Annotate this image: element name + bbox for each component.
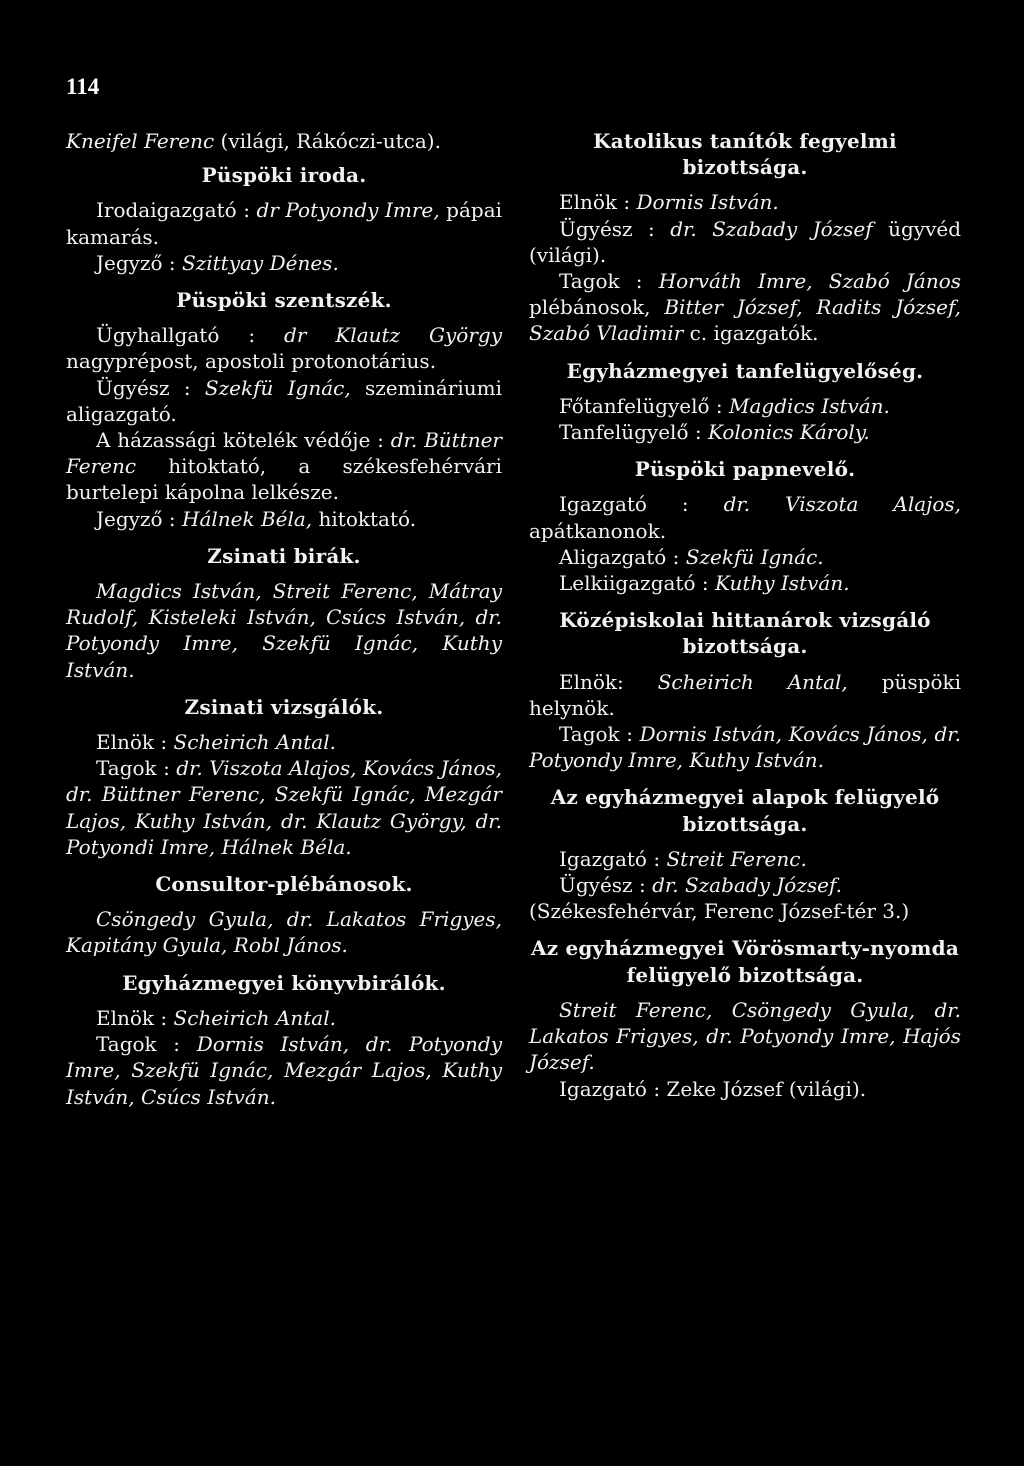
name: Scheirich Antal, — [657, 669, 848, 694]
fotanfelugyelo-entry — [529, 393, 961, 419]
fb-ugyesz-entry — [529, 216, 961, 268]
label: Ügyész : — [559, 216, 655, 241]
label: Irodaigazgató : — [96, 198, 250, 223]
text: plébánosok, — [529, 295, 651, 320]
page-number: 114 — [66, 74, 100, 99]
text: (világi, Rákóczi-utca). — [220, 129, 441, 153]
label: Jegyző : — [96, 506, 176, 531]
names: Csöngedy Gyula, dr. Lakatos Frigyes, Kapitány Gyula, Robl János. — [66, 907, 502, 958]
left-column — [66, 128, 502, 1110]
name: Scheirich Antal. — [173, 730, 336, 755]
label: Aligazgató : — [559, 544, 680, 569]
text: nagyprépost, apostoli protonotárius. — [66, 349, 437, 374]
pn-aligazgato-entry — [529, 544, 961, 570]
names: Bitter József, Radits József, Szabó Vladimir — [529, 295, 962, 346]
label: A házassági kötelék védője : — [96, 428, 384, 453]
ht-elnok-entry — [529, 669, 961, 721]
fb-tagok-entry — [529, 268, 961, 347]
right-column — [529, 128, 961, 1102]
name: Dornis István. — [636, 190, 779, 215]
name: dr. Szabady József. — [652, 873, 843, 898]
name: Scheirich Antal. — [173, 1005, 336, 1030]
label: Elnök: — [559, 669, 624, 694]
names: Horváth Imre, Szabó János — [658, 269, 962, 294]
section-heading-fegyelmi: Katolikus tanítók fegyelmi bizottsága. — [593, 129, 897, 180]
text: apátkanonok. — [529, 518, 667, 543]
name: Kuthy István. — [714, 571, 850, 596]
ugyesz-entry — [66, 375, 502, 427]
section-heading-papnevelo: Püspöki papnevelő. — [634, 457, 856, 482]
section-heading-tanfelugyeloseg: Egyházmegyei tanfelügyelőség. — [566, 358, 924, 383]
name: dr. Viszota Alajos, — [723, 492, 961, 517]
text: szemináriumi aligazgató. — [66, 375, 503, 426]
name: dr. Büttner Ferenc — [66, 428, 502, 479]
text: püspöki helynök. — [529, 669, 961, 720]
consultor-list — [66, 906, 502, 958]
hazassagi-entry — [66, 427, 502, 506]
names: dr. Viszota Alajos, Kovács János, dr. Büttner Ferenc, Szekfü Ignác, Mezgár Lajos, Kuthy István, dr. Klautz György, dr. Potyondi Imre, Hálnek Béla. — [66, 756, 502, 859]
text: ügyvéd (világi). — [529, 216, 962, 267]
name: Szekfü Ignác. — [685, 544, 824, 569]
names: Streit Ferenc, Csöngedy Gyula, dr. Lakatos Frigyes, dr. Potyondy Imre, Hajós József. — [529, 997, 961, 1075]
section-heading-puspoki-szentszek: Püspöki szentszék. — [176, 288, 392, 313]
kneifel-entry — [66, 128, 502, 154]
fb-elnok-entry — [529, 189, 961, 215]
irodaigazgato-entry — [66, 197, 502, 249]
zv-tagok-entry — [66, 755, 502, 860]
name: dr Potyondy Imre, — [256, 198, 440, 223]
pn-lelki-entry — [529, 570, 961, 596]
text: hitoktató. — [318, 506, 417, 531]
text: hitoktató, a székesfehérvári burtelepi kápolna lelkésze. — [66, 454, 503, 505]
label: Elnök : — [96, 730, 168, 755]
name: Szekfü Ignác, — [204, 375, 351, 400]
label: Ügyész : — [96, 375, 191, 400]
label: Tagok : — [559, 269, 643, 294]
section-heading-konyvbiralok: Egyházmegyei könyvbirálók. — [122, 970, 446, 995]
label: Tagok : — [96, 1032, 181, 1057]
kb-elnok-entry — [66, 1005, 502, 1031]
zv-elnok-entry — [66, 729, 502, 755]
label: Igazgató : — [559, 492, 689, 517]
label: Igazgató : — [559, 846, 661, 871]
section-heading-nyomda: Az egyházmegyei Vörösmarty-nyomda felügyelő bizottsága. — [531, 936, 959, 987]
name: Szittyay Dénes. — [182, 250, 339, 275]
ugyhallgato-entry — [66, 322, 502, 374]
al-igazgato-entry — [529, 846, 961, 872]
text: pápai kamarás. — [66, 198, 503, 249]
label: Elnök : — [96, 1005, 168, 1030]
tanfelugyelo-entry — [529, 419, 961, 445]
section-heading-zsinati-vizsgalok: Zsinati vizsgálók. — [184, 694, 384, 719]
zsinati-birak-list — [66, 578, 502, 683]
section-heading-hittanar: Középiskolai hittanárok vizsgáló bizottsága. — [559, 608, 931, 659]
nyomda-igazgato-entry: Igazgató : Zeke József (világi). — [559, 1076, 867, 1101]
al-cim: (Székesfehérvár, Ferenc József-tér 3.) — [529, 899, 910, 924]
name: Hálnek Béla, — [182, 506, 313, 531]
ht-tagok-entry — [529, 721, 961, 773]
label: Tagok : — [559, 722, 634, 747]
kb-tagok-entry — [66, 1031, 502, 1110]
name: Kneifel Ferenc — [66, 129, 215, 153]
label: Ügyhallgató : — [96, 323, 256, 348]
label: Tanfelügyelő : — [559, 420, 702, 445]
text: c. igazgatók. — [689, 321, 819, 346]
section-heading-alapok: Az egyházmegyei alapok felügyelő bizottsága. — [550, 785, 940, 836]
section-heading-puspoki-iroda: Püspöki iroda. — [201, 163, 367, 188]
jegyzo-entry — [66, 250, 502, 276]
label: Főtanfelügyelő : — [559, 393, 723, 418]
label: Elnök : — [559, 190, 631, 215]
names: Magdics István, Streit Ferenc, Mátray Rudolf, Kisteleki István, Csúcs István, dr. Potyondy Imre, Szekfü Ignác, Kuthy István. — [66, 579, 502, 682]
jegyzo2-entry — [66, 506, 502, 532]
name: dr Klautz György — [284, 323, 502, 348]
name: Kolonics Károly. — [707, 420, 870, 445]
al-ugyesz-entry — [529, 872, 961, 898]
nyomda-list — [529, 997, 961, 1076]
name: dr. Szabady József — [670, 216, 873, 241]
label: Ügyész : — [559, 873, 646, 898]
label: Lelkiigazgató : — [559, 571, 709, 596]
name: Magdics István. — [729, 393, 890, 418]
name: Streit Ferenc. — [666, 846, 807, 871]
label: Tagok : — [96, 756, 170, 781]
section-heading-zsinati-birak: Zsinati birák. — [207, 543, 361, 568]
names: Dornis István, Kovács János, dr. Potyondy Imre, Kuthy István. — [529, 722, 961, 773]
pn-igazgato-entry — [529, 491, 961, 543]
names: Dornis István, dr. Potyondy Imre, Szekfü Ignác, Mezgár Lajos, Kuthy István, Csúcs István. — [66, 1032, 502, 1109]
label: Jegyző : — [96, 250, 176, 275]
section-heading-consultor: Consultor-plébánosok. — [155, 872, 413, 897]
